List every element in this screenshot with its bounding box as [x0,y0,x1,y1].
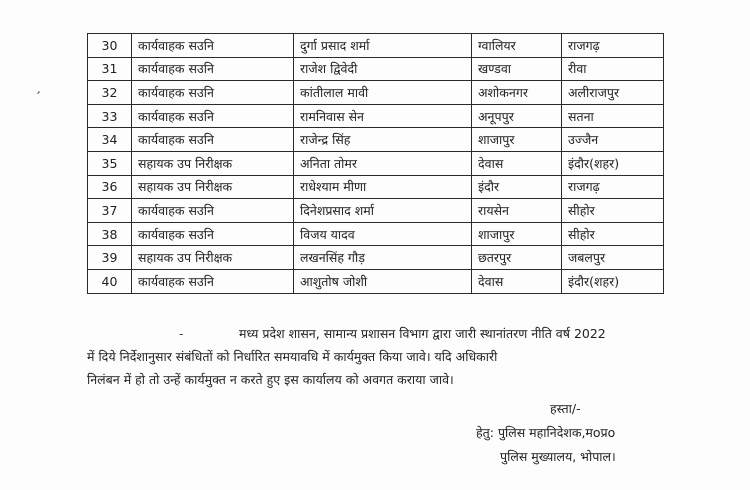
from-district-cell: इंदौर [472,175,562,199]
designation-cell: सहायक उप निरीक्षक [132,175,294,199]
designation-cell: कार्यवाहक सउनि [132,34,294,58]
from-district-cell: छतरपुर [472,246,562,270]
designation-cell: कार्यवाहक सउनि [132,81,294,105]
serial-cell: 34 [88,128,132,152]
serial-cell: 30 [88,34,132,58]
name-cell: राजेन्द्र सिंह [294,128,472,152]
designation-cell: कार्यवाहक सउनि [132,104,294,128]
bullet-mark: - [179,326,184,341]
table-row [88,222,664,246]
serial-cell: 37 [88,199,132,223]
from-district-cell: शाजापुर [472,222,562,246]
designation-cell: कार्यवाहक सउनि [132,57,294,81]
from-district-cell: देवास [472,269,562,293]
serial-cell: 35 [88,151,132,175]
serial-cell: 31 [88,57,132,81]
signature-for-line: हेतु: पुलिस महानिदेशक,मoप्रo [476,425,616,440]
transfer-table-body [88,34,664,294]
designation-cell: सहायक उप निरीक्षक [132,151,294,175]
to-district-cell: राजगढ़ [562,175,664,199]
signature-office-line: पुलिस मुख्यालय, भोपाल। [500,449,616,464]
paragraph-line-2: में दिये निर्देशानुसार संबंधितों को निर्धारित समयावधि में कार्यमुक्त किया जावे। यदि अधिकारी [87,349,498,364]
serial-cell: 38 [88,222,132,246]
from-district-cell: ग्वालियर [472,34,562,58]
from-district-cell: शाजापुर [472,128,562,152]
table-row [88,151,664,175]
designation-cell: कार्यवाहक सउनि [132,222,294,246]
name-cell: कांतीलाल मावी [294,81,472,105]
to-district-cell: जबलपुर [562,246,664,270]
table-row [88,175,664,199]
designation-cell: कार्यवाहक सउनि [132,128,294,152]
to-district-cell: सीहोर [562,222,664,246]
signature-label: हस्ता/- [550,401,581,416]
from-district-cell: अशोकनगर [472,81,562,105]
from-district-cell: खण्डवा [472,57,562,81]
name-cell: लखनसिंह गौड़ [294,246,472,270]
designation-cell: कार्यवाहक सउनि [132,199,294,223]
from-district-cell: रायसेन [472,199,562,223]
serial-cell: 33 [88,104,132,128]
name-cell: रामनिवास सेन [294,104,472,128]
table-row [88,104,664,128]
name-cell: दिनेशप्रसाद शर्मा [294,199,472,223]
to-district-cell: इंदौर(शहर) [562,269,664,293]
name-cell: विजय यादव [294,222,472,246]
to-district-cell: राजगढ़ [562,34,664,58]
table-row [88,269,664,293]
stray-mark: , [35,81,45,97]
to-district-cell: उज्जैन [562,128,664,152]
paragraph-line-1-text: मध्य प्रदेश शासन, सामान्य प्रशासन विभाग द्वारा जारी स्थानांतरण नीति वर्ष 2022 [239,326,606,341]
serial-cell: 36 [88,175,132,199]
designation-cell: कार्यवाहक सउनि [132,269,294,293]
name-cell: राधेश्याम मीणा [294,175,472,199]
paragraph-line-1 [87,322,667,345]
table-row [88,57,664,81]
table-row [88,199,664,223]
to-district-cell: अलीराजपुर [562,81,664,105]
paragraph-line-3: निलंबन में हो तो उन्हें कार्यमुक्त न करते हुए इस कार्यालय को अवगत कराया जावे। [87,372,454,387]
serial-cell: 32 [88,81,132,105]
name-cell: दुर्गा प्रसाद शर्मा [294,34,472,58]
to-district-cell: इंदौर(शहर) [562,151,664,175]
to-district-cell: रीवा [562,57,664,81]
to-district-cell: सीहोर [562,199,664,223]
name-cell: राजेश द्विवेदी [294,57,472,81]
table-row [88,34,664,58]
from-district-cell: अनूपपुर [472,104,562,128]
transfer-table [87,33,664,294]
designation-cell: सहायक उप निरीक्षक [132,246,294,270]
serial-cell: 40 [88,269,132,293]
name-cell: अनिता तोमर [294,151,472,175]
table-row [88,128,664,152]
to-district-cell: सतना [562,104,664,128]
table-row [88,246,664,270]
from-district-cell: देवास [472,151,562,175]
table-row [88,81,664,105]
serial-cell: 39 [88,246,132,270]
instruction-paragraph [87,322,667,391]
name-cell: आशुतोष जोशी [294,269,472,293]
